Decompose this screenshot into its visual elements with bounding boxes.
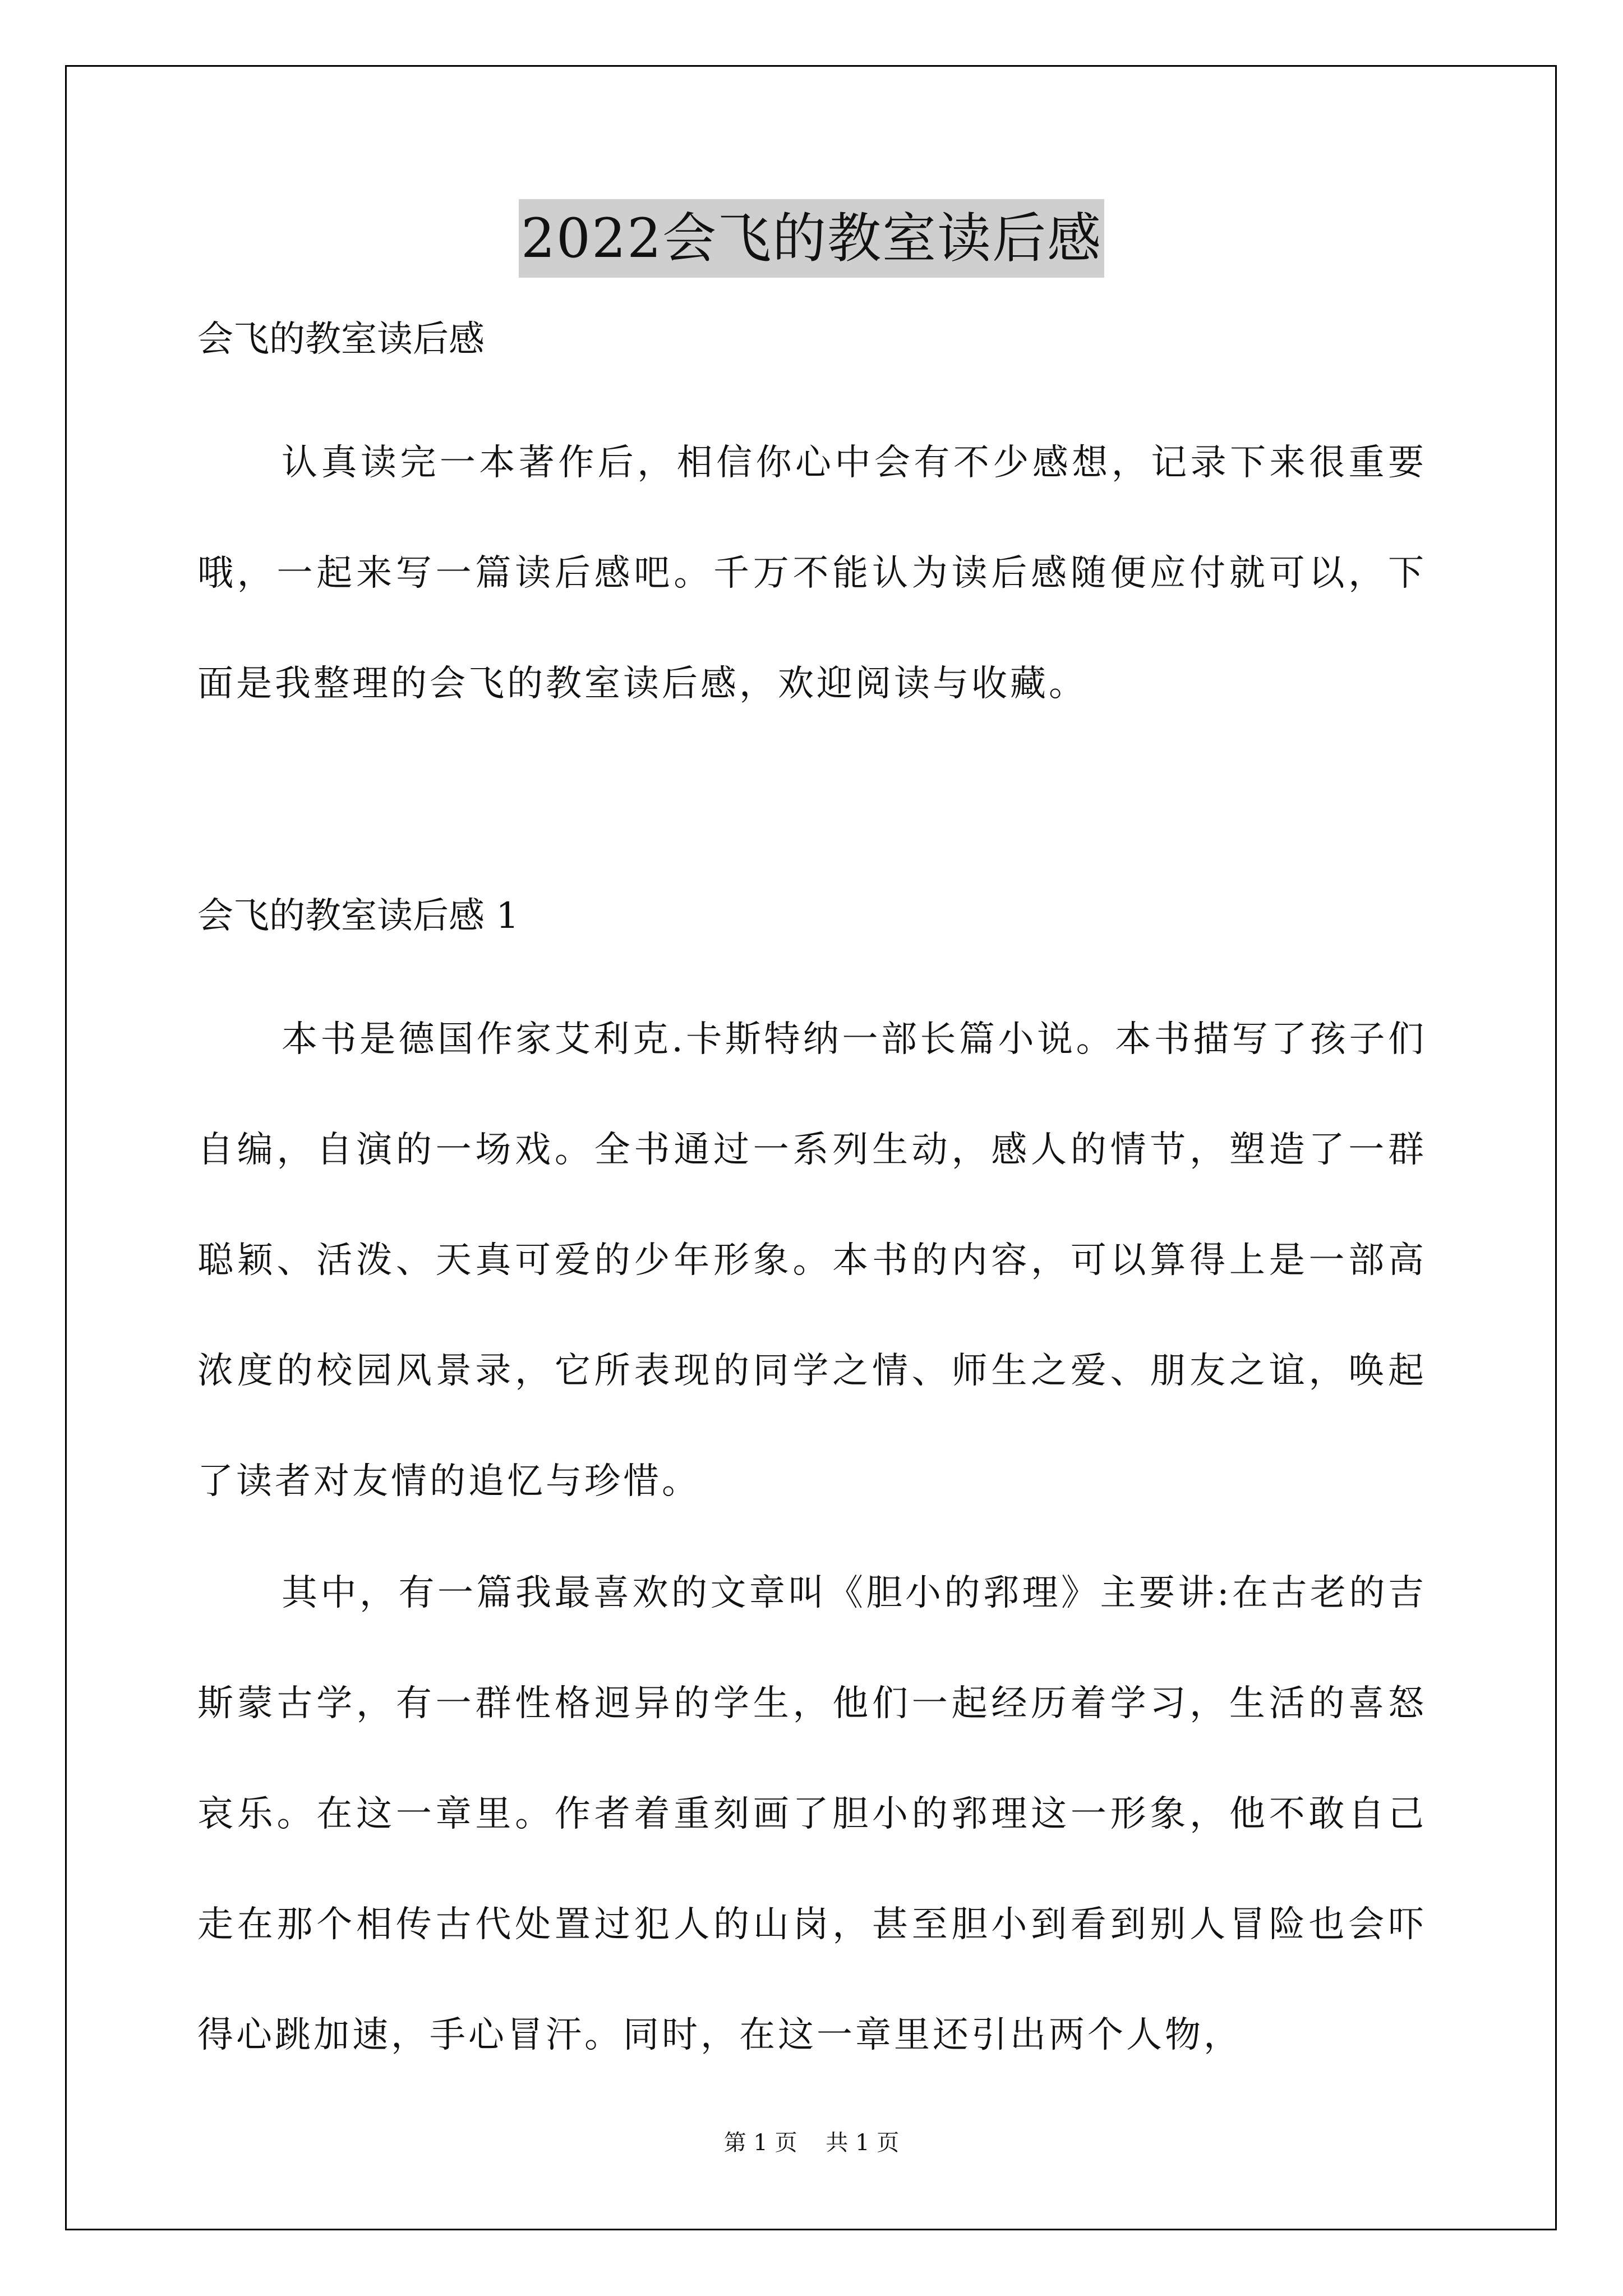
body-paragraph-1: 本书是德国作家艾利克.卡斯特纳一部长篇小说。本书描写了孩子们自编，自演的一场戏。全书通过一系列生动，感人的情节，塑造了一群聪颖、活泼、天真可爱的少年形象。本书的内容，可以算得上是一部高浓度的校园风景录，它所表现的同学之情、师生之爱、朋友之谊，唤起了读者对友情的追忆与珍惜。: [197, 1019, 1427, 1502]
section-heading: 会飞的教室读后感 1: [197, 895, 519, 937]
document-title: 2022会飞的教室读后感: [519, 199, 1104, 278]
page-footer: 第 1 页 共 1 页: [723, 2130, 900, 2156]
title-container: [0, 199, 1623, 278]
document-body: [197, 306, 1427, 2091]
intro-paragraph: 认真读完一本著作后，相信你心中会有不少感想，记录下来很重要哦，一起来写一篇读后感吧。千万不能认为读后感随便应付就可以，下面是我整理的会飞的教室读后感，欢迎阅读与收藏。: [197, 442, 1427, 705]
body-paragraph-2: 其中，有一篇我最喜欢的文章叫《胆小的郛理》主要讲:在古老的吉斯蒙古学，有一群性格迥异的学生，他们一起经历着学习，生活的喜怒哀乐。在这一章里。作者着重刻画了胆小的郛理这一形象，他不敢自己走在那个相传古代处置过犯人的山岗，甚至胆小到看到别人冒险也会吓得心跳加速，手心冒汗。同时，在这一章里还引出两个人物，: [197, 1572, 1427, 2056]
document-subtitle: 会飞的教室读后感: [197, 319, 485, 360]
